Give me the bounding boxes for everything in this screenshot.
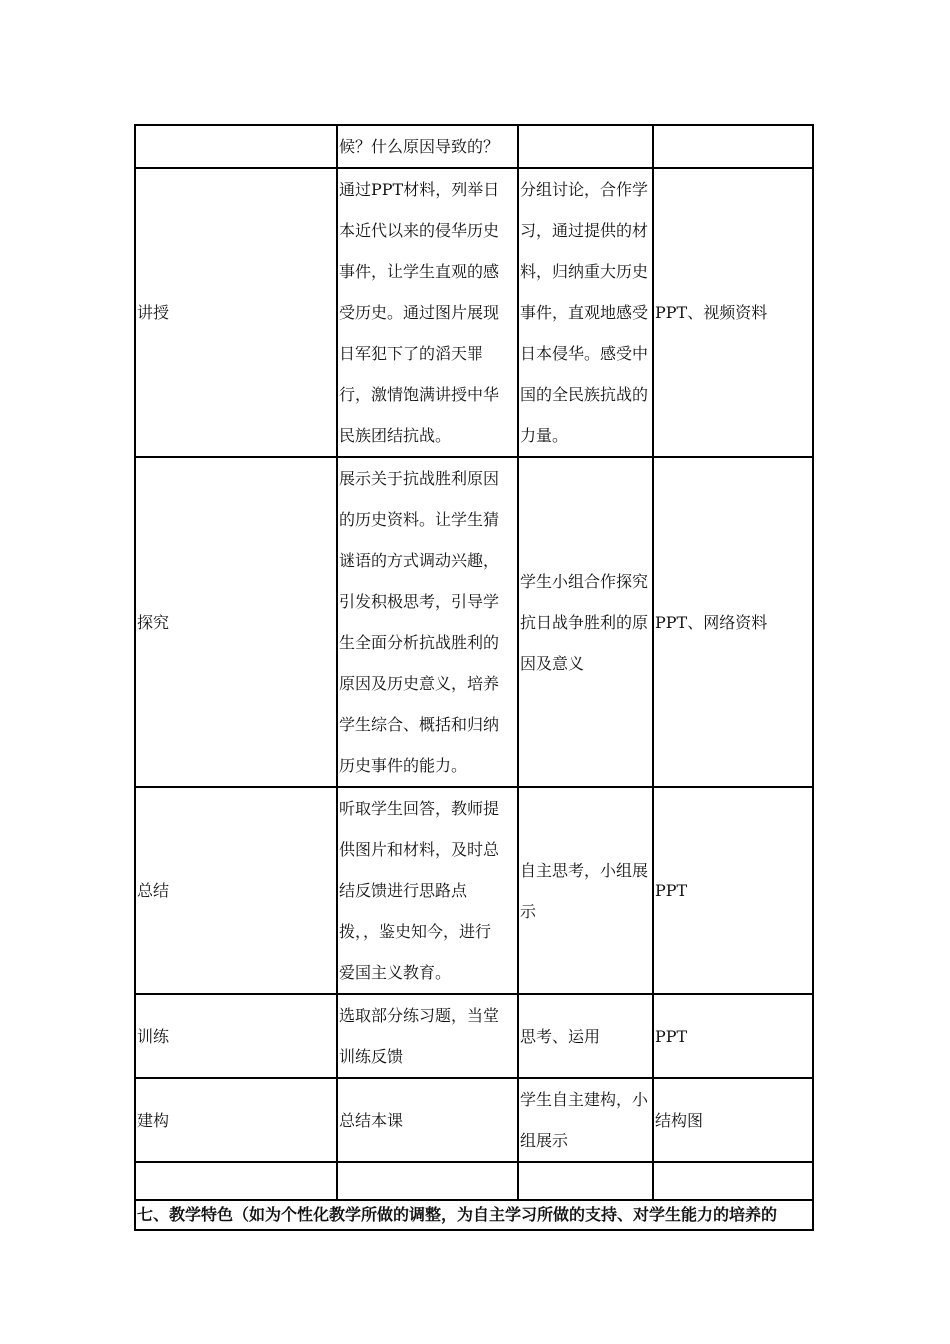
stage-cell: 探究 <box>135 457 337 787</box>
resources-cell: PPT、视频资料 <box>653 168 813 457</box>
section-heading-row <box>135 1200 813 1230</box>
section-heading-cell <box>135 1200 813 1230</box>
table-row <box>135 1078 813 1162</box>
section-heading: 七、教学特色（如为个性化教学所做的调整，为自主学习所做的支持、对学生能力的培养的 <box>137 1205 778 1224</box>
teacher-activity-cell: 总结本课 <box>337 1078 518 1162</box>
stage-cell: 讲授 <box>135 168 337 457</box>
student-activity-cell: 学生自主建构，小 组展示 <box>518 1078 653 1162</box>
resources-cell <box>653 125 813 168</box>
table-row <box>135 457 813 787</box>
stage-cell: 建构 <box>135 1078 337 1162</box>
teacher-activity-cell: 听取学生回答，教师提 供图片和材料，及时总 结反馈进行思路点 拨，，鉴史知今，进行 爱国主义教育。 <box>337 787 518 994</box>
resources-cell: PPT <box>653 787 813 994</box>
resources-cell: PPT、网络资料 <box>653 457 813 787</box>
stage-cell <box>135 125 337 168</box>
stage-cell <box>135 1162 337 1200</box>
teacher-activity-cell: 展示关于抗战胜利原因 的历史资料。让学生猜 谜语的方式调动兴趣， 引发积极思考，引导学 生全面分析抗战胜利的 原因及历史意义，培养 学生综合、概括和归纳 历史事件的能力。 <box>337 457 518 787</box>
lesson-process-table <box>134 124 814 1231</box>
table-row <box>135 994 813 1078</box>
resources-cell: 结构图 <box>653 1078 813 1162</box>
stage-cell: 总结 <box>135 787 337 994</box>
student-activity-cell: 学生小组合作探究 抗日战争胜利的原 因及意义 <box>518 457 653 787</box>
student-activity-cell: 分组讨论，合作学 习，通过提供的材 料，归纳重大历史 事件，直观地感受 日本侵华。感受中 国的全民族抗战的 力量。 <box>518 168 653 457</box>
table-row <box>135 125 813 168</box>
stage-cell: 训练 <box>135 994 337 1078</box>
table-row <box>135 1162 813 1200</box>
student-activity-cell: 思考、运用 <box>518 994 653 1078</box>
teacher-activity-cell: 候？什么原因导致的？ <box>337 125 518 168</box>
resources-cell: PPT <box>653 994 813 1078</box>
student-activity-cell: 自主思考，小组展 示 <box>518 787 653 994</box>
teacher-activity-cell <box>337 1162 518 1200</box>
teacher-activity-cell: 通过PPT材料，列举日 本近代以来的侵华历史 事件，让学生直观的感 受历史。通过图片展现 日军犯下了的滔天罪 行，激情饱满讲授中华 民族团结抗战。 <box>337 168 518 457</box>
student-activity-cell <box>518 1162 653 1200</box>
table-row <box>135 787 813 994</box>
resources-cell <box>653 1162 813 1200</box>
teacher-activity-cell: 选取部分练习题，当堂 训练反馈 <box>337 994 518 1078</box>
student-activity-cell <box>518 125 653 168</box>
table-row <box>135 168 813 457</box>
